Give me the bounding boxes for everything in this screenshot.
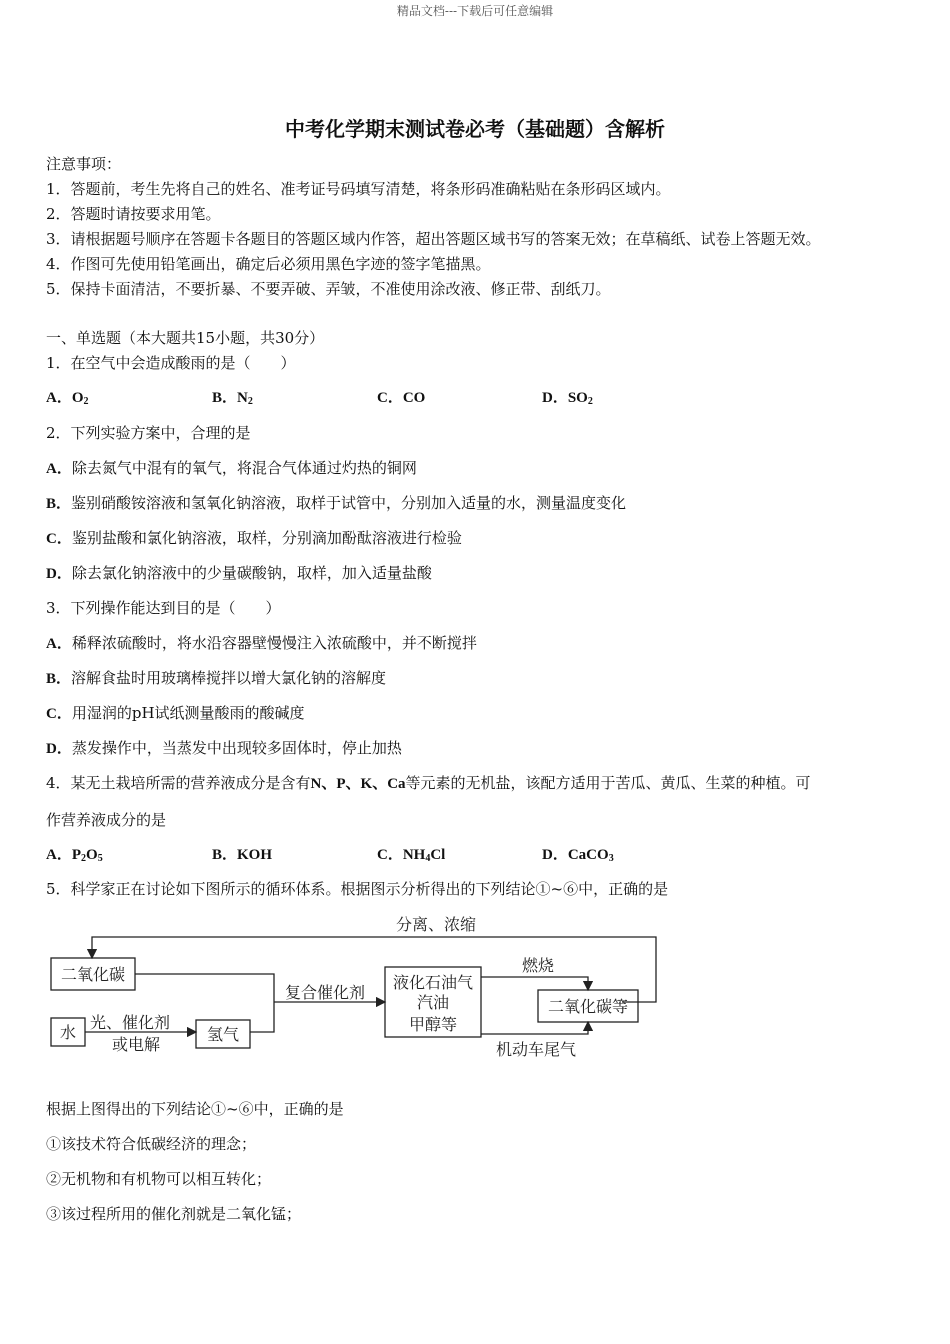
cycle-diagram — [46, 910, 676, 1065]
question-5-stem: 5．科学家正在讨论如下图所示的循环体系。根据图示分析得出的下列结论①~⑥中，正确的是 — [46, 880, 669, 898]
q3-option-a: A．稀释浓硫酸时，将水沿容器壁慢慢注入浓硫酸中，并不断搅拌 — [46, 634, 477, 652]
burn-label: 燃烧 — [521, 956, 555, 975]
q1-option-c: C．CO — [377, 390, 426, 406]
question-5-followup: 根据上图得出的下列结论①~⑥中，正确的是 — [46, 1100, 344, 1118]
q4-option-a: A．$P_2O_5$ — [46, 847, 103, 864]
recycle-arrow — [92, 937, 656, 1002]
composite-catalyst-label: 复合催化剂 — [284, 983, 366, 1002]
notice-heading: 注意事项： — [46, 155, 122, 173]
statement-2: ②无机物和有机物可以相互转化； — [46, 1170, 272, 1188]
co2-line — [135, 974, 274, 1002]
q3-option-c: C．用湿润的pH试纸测量酸雨的酸碱度 — [46, 704, 305, 722]
electrolysis-label: 或电解 — [111, 1035, 161, 1054]
burn-arrow — [481, 977, 588, 990]
question-1-stem: 1．在空气中会造成酸雨的是（ ） — [46, 354, 296, 372]
q1-option-b: B．$N_2$ — [212, 390, 253, 407]
q1-option-d: D．$SO_2$ — [542, 390, 593, 407]
question-3-stem: 3．下列操作能达到目的是（ ） — [46, 599, 281, 617]
q4-option-b: B．KOH — [212, 847, 273, 863]
q4-option-c: C．$NH_4Cl$ — [377, 847, 446, 864]
notice-item-3: 3．请根据题号顺序在答题卡各题目的答题区域内作答，超出答题区域书写的答案无效；在草稿纸、试卷上答题无效。 — [46, 230, 821, 248]
q2-option-b: B．鉴别硝酸铵溶液和氢氧化钠溶液，取样于试管中，分别加入适量的水，测量温度变化 — [46, 494, 627, 512]
page-title: 中考化学期末测试卷必考（基础题）含解析 — [285, 117, 665, 141]
question-2-stem: 2．下列实验方案中，合理的是 — [46, 424, 251, 442]
q2-option-d: D．除去氯化钠溶液中的少量碳酸钠，取样，加入适量盐酸 — [46, 564, 432, 582]
co2-label: 二氧化碳 — [60, 965, 126, 984]
hydrogen-label: 氢气 — [206, 1025, 240, 1044]
question-4-stem-line2: 作营养液成分的是 — [46, 811, 167, 829]
notice-item-4: 4．作图可先使用铅笔画出，确定后必须用黑色字迹的签字笔描黑。 — [46, 255, 491, 273]
products-label-2: 汽油 — [416, 993, 450, 1012]
page-header: 精品文档---下载后可任意编辑 — [396, 4, 554, 18]
exhaust-arrow — [481, 1022, 588, 1034]
separate-label: 分离、浓缩 — [395, 915, 477, 934]
notice-item-2: 2．答题时请按要求用笔。 — [46, 205, 221, 223]
section-heading: 一、单选题（本大题共15小题，共30分） — [46, 329, 325, 347]
q3-option-b: B．溶解食盐时用玻璃棒搅拌以增大氯化钠的溶解度 — [46, 669, 387, 687]
hydrogen-line — [250, 1002, 274, 1032]
products-label-3: 甲醇等 — [408, 1015, 458, 1034]
q2-option-a: A．除去氮气中混有的氧气，将混合气体通过灼热的铜网 — [46, 459, 417, 477]
statement-3: ③该过程所用的催化剂就是二氧化锰； — [46, 1205, 302, 1223]
water-label: 水 — [59, 1023, 77, 1042]
q3-option-d: D．蒸发操作中，当蒸发中出现较多固体时，停止加热 — [46, 739, 402, 757]
statement-1: ①该技术符合低碳经济的理念； — [46, 1135, 257, 1153]
exhaust-label: 机动车尾气 — [495, 1040, 577, 1059]
co2-etc-label: 二氧化碳等 — [547, 997, 629, 1016]
q1-option-a: A．$O_2$ — [46, 390, 89, 407]
products-label-1: 液化石油气 — [392, 973, 474, 992]
q2-option-c: C．鉴别盐酸和氯化钠溶液，取样，分别滴加酚酞溶液进行检验 — [46, 529, 462, 547]
light-catalyst-label: 光、催化剂 — [89, 1013, 171, 1032]
q4-option-d: D．CaCO$_3$ — [542, 847, 614, 864]
notice-item-5: 5．保持卡面清洁，不要折暴、不要弄破、弄皱，不准使用涂改液、修正带、刮纸刀。 — [46, 280, 611, 298]
notice-item-1: 1．答题前，考生先将自己的姓名、准考证号码填写清楚，将条形码准确粘贴在条形码区域内。 — [46, 180, 671, 198]
question-4-stem: 4．某无土栽培所需的营养液成分是含有N、P、K、Ca等元素的无机盐，该配方适用于苦瓜、黄瓜、生菜的种植。可 — [46, 774, 811, 792]
